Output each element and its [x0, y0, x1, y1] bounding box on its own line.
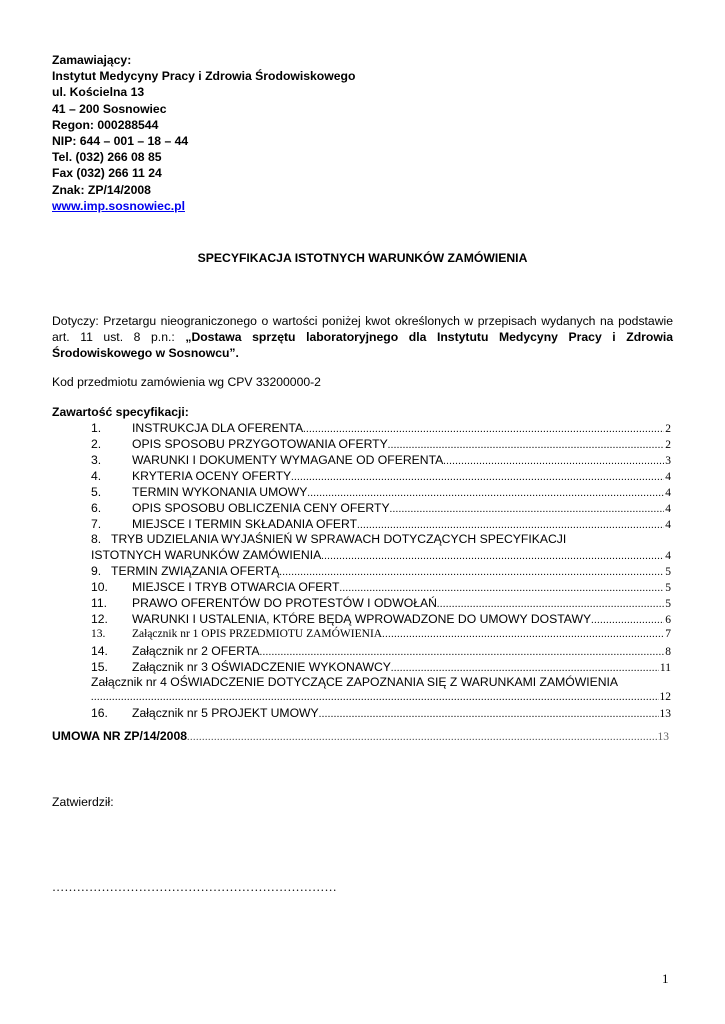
toc-heading: Zawartość specyfikacji:: [52, 405, 189, 419]
toc-number: 15.: [91, 660, 108, 674]
toc-page: 4: [665, 487, 671, 499]
toc-page: 4: [665, 519, 671, 531]
toc-page: 5: [665, 582, 671, 594]
page-number: 1: [662, 971, 669, 986]
toc-number: 5.: [91, 485, 102, 499]
toc-leader: [437, 599, 664, 610]
header-line: Zamawiający:: [52, 53, 132, 67]
toc-item-line1: [91, 675, 618, 689]
toc-label: MIEJSCE I TERMIN SKŁADANIA OFERT: [132, 517, 358, 531]
toc-label: Załącznik nr 1 OPIS PRZEDMIOTU ZAMÓWIENIA: [132, 628, 383, 640]
toc-number: 16.: [91, 706, 108, 720]
toc-leader: [388, 440, 664, 451]
toc-item[interactable]: [91, 644, 671, 660]
toc-number: 9.: [91, 564, 102, 578]
toc-leader: [382, 629, 664, 640]
toc-page: 2: [665, 439, 671, 451]
toc-page: 2: [665, 423, 671, 435]
toc-label: WARUNKI I DOKUMENTY WYMAGANE OD OFERENTA: [132, 453, 444, 467]
toc-leader: [303, 424, 664, 435]
toc-leader: [591, 615, 664, 626]
header-line: Fax (032) 266 11 24: [52, 166, 162, 181]
document-title: SPECYFIKACJA ISTOTNYCH WARUNKÓW ZAMÓWIENIA: [197, 251, 528, 265]
toc-item[interactable]: [91, 596, 671, 612]
cpv-code: Kod przedmiotu zamówienia wg CPV 33200000-2: [52, 375, 321, 389]
toc-item[interactable]: [91, 437, 671, 453]
website-link[interactable]: www.imp.sosnowiec.pl: [52, 198, 185, 213]
toc-page: 5: [665, 598, 671, 610]
toc-leader: [307, 488, 664, 499]
header-line: Instytut Medycyny Pracy i Zdrowia Środowiskowego: [52, 69, 356, 84]
toc-item[interactable]: [91, 469, 671, 485]
approved-label: Zatwierdził:: [52, 795, 114, 809]
header-line: Tel. (032) 266 08 85: [52, 150, 162, 165]
header-line: Regon: 000288544: [52, 117, 159, 132]
toc-number: 14.: [91, 644, 108, 658]
toc-number: 2.: [91, 437, 102, 451]
toc-page: 3: [665, 455, 671, 467]
toc-number: 12.: [91, 612, 108, 626]
toc-number: 10.: [91, 580, 108, 594]
toc-leader: [260, 647, 665, 658]
toc-number: 6.: [91, 501, 102, 515]
toc-page: 4: [665, 550, 671, 562]
toc-label: Załącznik nr 3 OŚWIADCZENIE WYKONAWCY: [132, 660, 391, 674]
toc-leader: [187, 732, 657, 743]
toc-number: 11.: [91, 596, 108, 610]
toc-item[interactable]: [91, 660, 671, 676]
toc-leader: [339, 583, 664, 594]
toc-label: Załącznik nr 4 OŚWIADCZENIE DOTYCZĄCE ZAPOZNANIA SIĘ Z WARUNKAMI ZAMÓWIENIA: [91, 675, 619, 689]
toc-leader: [357, 520, 664, 531]
header-line: Znak: ZP/14/2008: [52, 182, 151, 197]
toc-number: 1.: [91, 421, 102, 435]
toc-item[interactable]: [91, 691, 671, 707]
toc-label: OPIS SPOSOBU OBLICZENIA CENY OFERTY: [132, 501, 390, 515]
toc-leader: [321, 551, 664, 562]
toc-item[interactable]: [91, 485, 671, 501]
toc-label: Załącznik nr 2 OFERTA: [132, 644, 260, 658]
toc-item[interactable]: [91, 612, 671, 628]
toc-item[interactable]: [91, 421, 671, 437]
intro-prefix: Dotyczy: Przetargu nieograniczonego o wartości poniżej kwot określonych w przepisach wydanych na podstawie art. 11 ust. 8 p.n.:: [52, 314, 673, 345]
toc-number: 7.: [91, 517, 102, 531]
toc-item-line1: [91, 532, 566, 546]
toc-item[interactable]: [91, 453, 671, 469]
signature-line: ……………………………………………………………: [52, 880, 337, 894]
toc-item[interactable]: [91, 548, 671, 564]
toc-leader: [279, 567, 664, 578]
toc-number: 3.: [91, 453, 102, 467]
umowa-label: UMOWA NR ZP/14/2008: [52, 729, 188, 743]
toc-page: 4: [665, 471, 671, 483]
toc-label: TERMIN WYKONANIA UMOWY: [132, 485, 308, 499]
toc-label: Załącznik nr 5 PROJEKT UMOWY: [132, 706, 319, 720]
toc-leader: [319, 709, 659, 720]
toc-leader: [443, 456, 664, 467]
header-block: [52, 52, 355, 214]
toc-label: WARUNKI I USTALENIA, KTÓRE BĘDĄ WPROWADZONE DO UMOWY DOSTAWY: [132, 612, 592, 626]
toc-number: 13.: [91, 628, 106, 640]
toc-number: 8.: [91, 532, 102, 546]
intro-bold: „Dostawa sprzętu laboratoryjnego dla Instytutu Medycyny Pracy i Zdrowia Środowiskowego w Sosnowcu”.: [52, 330, 674, 361]
header-line: 41 – 200 Sosnowiec: [52, 101, 167, 116]
intro-paragraph: [52, 313, 673, 362]
toc-label: KRYTERIA OCENY OFERTY: [132, 469, 292, 483]
toc-leader: [91, 692, 659, 703]
toc-item[interactable]: [91, 706, 671, 722]
toc-item[interactable]: [91, 564, 671, 580]
toc-item[interactable]: [91, 628, 671, 644]
toc-page: 11: [659, 662, 671, 674]
toc-leader: [291, 472, 664, 483]
toc-label: MIEJSCE I TRYB OTWARCIA OFERT: [132, 580, 340, 594]
toc-number: 4.: [91, 469, 102, 483]
toc-page: 12: [659, 691, 671, 703]
toc-item[interactable]: [91, 580, 671, 596]
toc-label: OPIS SPOSOBU PRZYGOTOWANIA OFERTY: [132, 437, 388, 451]
toc-page: 13: [659, 708, 671, 720]
toc-leader: [390, 504, 665, 515]
toc-page: 7: [665, 628, 671, 640]
toc-page: 6: [665, 614, 671, 626]
umowa-page: 13: [657, 731, 669, 743]
toc-item[interactable]: [91, 517, 671, 533]
toc-label: PRAWO OFERENTÓW DO PROTESTÓW I ODWOŁAŃ: [132, 596, 437, 610]
toc-page: 4: [665, 503, 671, 515]
toc-item[interactable]: [91, 501, 671, 517]
toc-leader: [391, 663, 659, 674]
toc-label: ISTOTNYCH WARUNKÓW ZAMÓWIENIA: [91, 548, 322, 562]
toc-label: TRYB UDZIELANIA WYJAŚNIEŃ W SPRAWACH DOTYCZĄCYCH SPECYFIKACJI: [111, 532, 567, 546]
header-line: ul. Kościelna 13: [52, 85, 145, 100]
toc-label: INSTRUKCJA DLA OFERENTA: [132, 421, 304, 435]
header-line: NIP: 644 – 001 – 18 – 44: [52, 134, 189, 149]
toc-label: TERMIN ZWIĄZANIA OFERTĄ: [111, 564, 280, 578]
toc-page: 5: [665, 566, 671, 578]
umowa-toc-item[interactable]: [52, 729, 669, 743]
toc-page: 8: [665, 646, 671, 658]
